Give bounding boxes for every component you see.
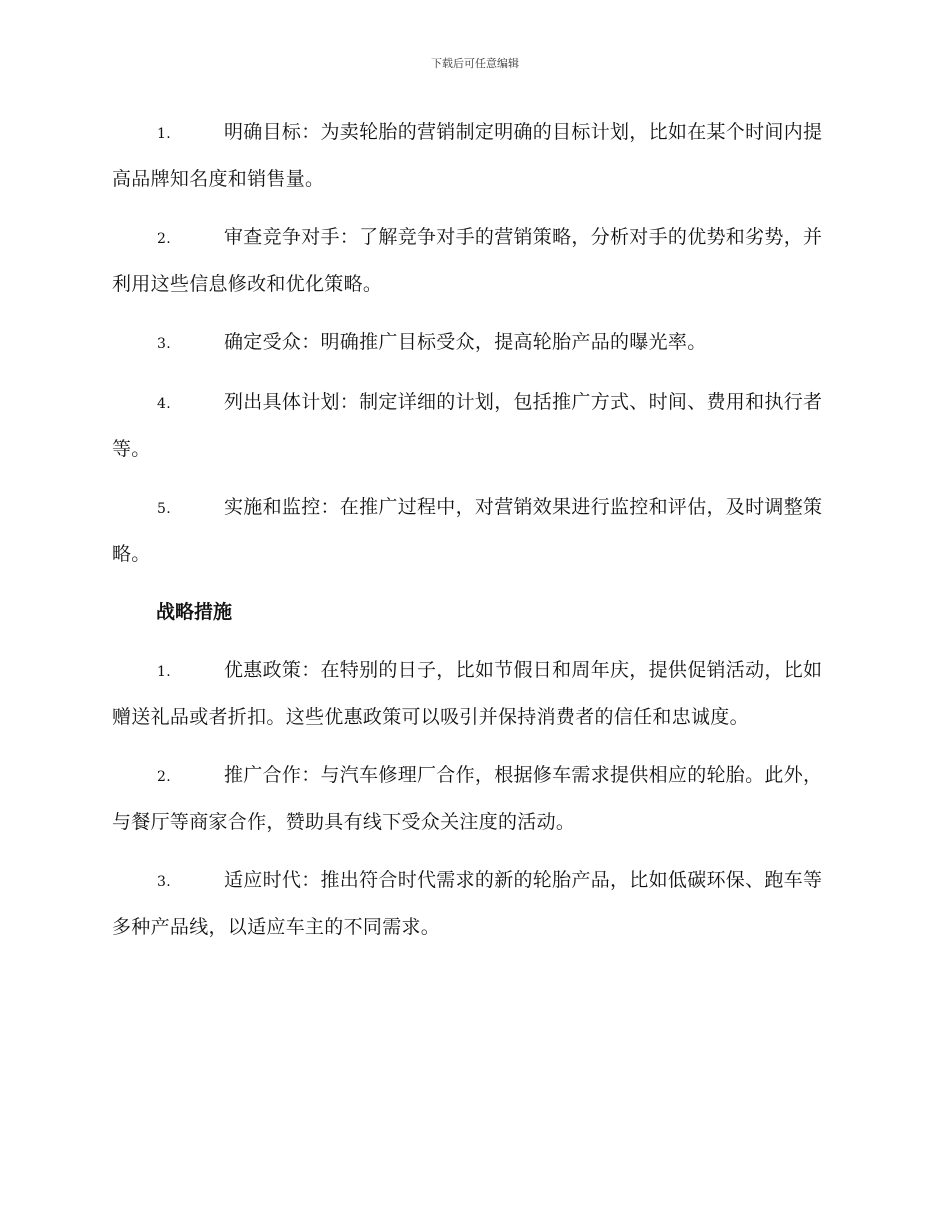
- list-item-text: 适应时代：推出符合时代需求的新的轮胎产品，比如低碳环保、跑车等多种产品线，以适应车主的不同需求。: [112, 869, 823, 938]
- section-heading: 战略措施: [156, 601, 233, 623]
- list-item-number: 3.: [157, 336, 171, 352]
- list-item-text: 优惠政策：在特别的日子，比如节假日和周年庆，提供促销活动，比如赠送礼品或者折扣。这些优惠政策可以吸引并保持消费者的信任和忠诚度。: [112, 659, 823, 728]
- document-body: [112, 110, 834, 963]
- list-item: [112, 485, 834, 577]
- list-item-number: 1.: [157, 664, 171, 680]
- list-item: [112, 753, 834, 845]
- list-item: [112, 858, 834, 950]
- list-item-number: 1.: [157, 126, 171, 142]
- list-item-text: 明确目标：为卖轮胎的营销制定明确的目标计划，比如在某个时间内提高品牌知名度和销售量。: [112, 121, 823, 190]
- page-header: 下载后可任意编辑: [431, 57, 519, 70]
- list-item-number: 2.: [157, 769, 171, 785]
- list-item: [112, 320, 834, 367]
- list-item-text: 确定受众：明确推广目标受众，提高轮胎产品的曝光率。: [224, 331, 707, 353]
- list-item: [112, 110, 834, 202]
- list-item-number: 5.: [157, 501, 171, 517]
- list-item-text: 审查竞争对手：了解竞争对手的营销策略，分析对手的优势和劣势，并利用这些信息修改和优化策略。: [112, 226, 823, 295]
- list-item: [112, 380, 834, 472]
- list-item-number: 4.: [157, 396, 171, 412]
- list-item: [112, 215, 834, 307]
- list-item-text: 实施和监控：在推广过程中，对营销效果进行监控和评估，及时调整策略。: [112, 496, 823, 565]
- list-item: [112, 648, 834, 740]
- list-item-number: 2.: [157, 231, 171, 247]
- list-item-text: 推广合作：与汽车修理厂合作，根据修车需求提供相应的轮胎。此外，与餐厅等商家合作，赞助具有线下受众关注度的活动。: [112, 764, 823, 833]
- list-item-text: 列出具体计划：制定详细的计划，包括推广方式、时间、费用和执行者等。: [112, 391, 823, 460]
- list-item-number: 3.: [157, 874, 171, 890]
